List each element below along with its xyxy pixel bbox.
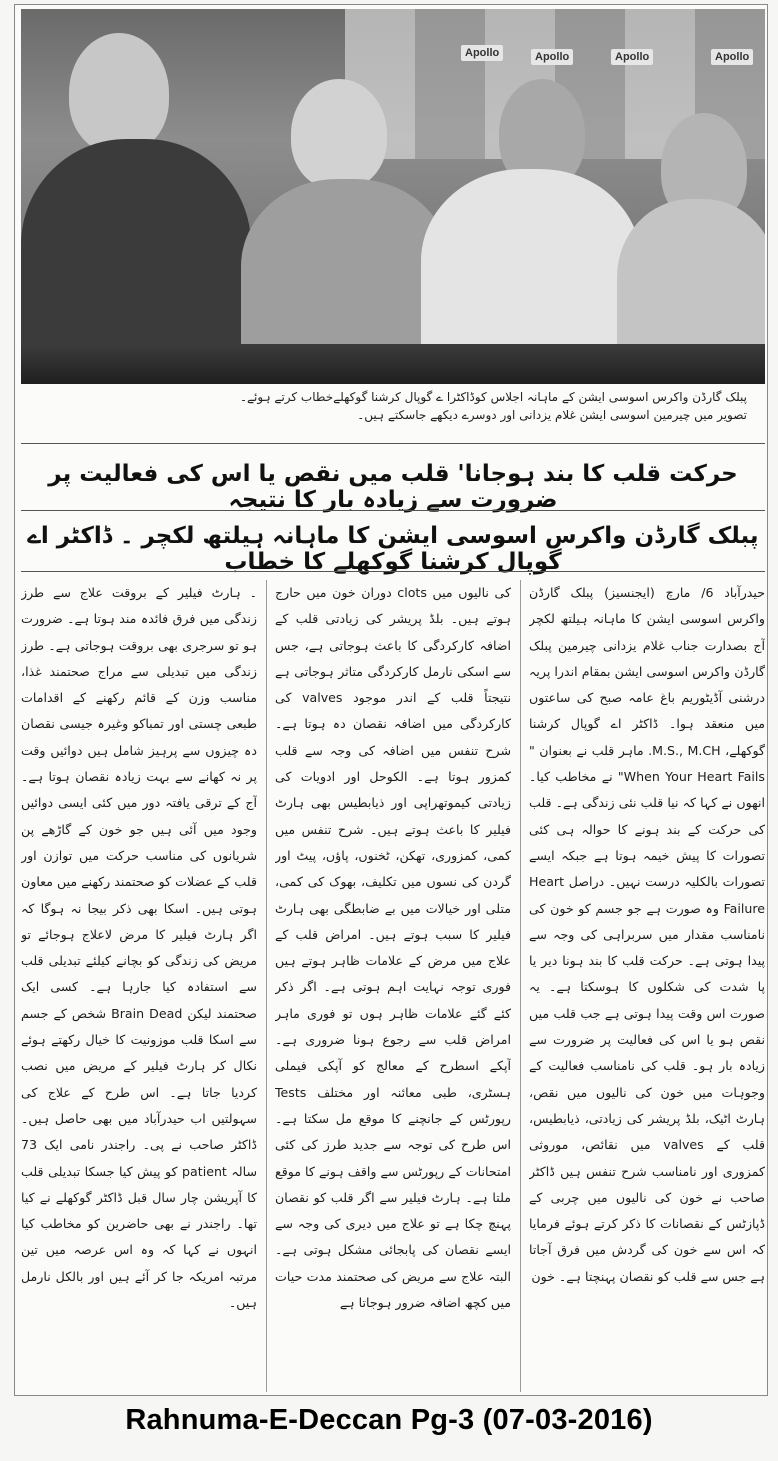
column-text: ۔ ہارٹ فیلیر کے بروقت علاج سے طرز زندگی میں فرق فائدہ مند ہوتا ہے۔ ضرورت ہو تو سرجری بھی بروقت ہوجاتی ہے۔ طرز زندگی میں تبدیلی سے مراج صحتمند غذا، مناسب وزن کے قائم رکھنے کے اقدامات طبعی چستی اور تمباکو وغیرہ جیسی نقصان دہ چیزوں سے پرہیز شامل ہیں دوائیں وقت پر نہ کھانے سے بہت زیادہ نقصان ہوتا ہے۔ آج کے ترقی یافتہ دور میں کئی ایسی دوائیں وجود میں آئی ہیں جو خون کے گاڑھے پن شریانوں کی مناسب حرکت میں توازن اور قلب کے عضلات کو صحتمند رکھنے میں معاون ہوتی ہیں۔ اسکا بھی ذکر بیجا نہ ہوگا کہ اگر ہارٹ فیلیر کا مرض لاعلاج ہوجائے تو مریض کی زندگی کو بچانے کیلئے تبدیلی قلب سے استفادہ کیا جارہا ہے۔ کسی ایک صحتمند لیکن Brain Dead شخص کے جسم سے اسکا قلب موزونیت کا خیال رکھتے ہوئے نکال کر ہارٹ فیلیر کے مریض میں نصب کردیا جاتا ہے۔ اس طرح کے علاج کی سہولتیں اب حیدرآباد میں بھی حاصل ہیں۔ ڈاکٹر صاحب نے پی۔ راجندر نامی ایک 73 سالہ patient کو پیش کیا جسکا تبدیلی قلب کا آپریشن چار سال قبل ڈاکٹر گوکھلے نے کیا تھا۔ راجندر نے بھی حاضرین کو مخاطب کیا انہوں نے کہا کہ وہ اس عرصہ میں تین مرتبہ امریکہ جا کر آئے ہیں اور بالکل نارمل ہیں۔ bbox=[21, 585, 257, 1311]
caption-line: تصویر میں چیرمین اسوسی ایشن غلام یزدانی اور دوسرے دیکھے جاسکتے ہیں۔ bbox=[357, 408, 747, 422]
article-column-right bbox=[529, 580, 765, 1392]
person-body bbox=[241, 179, 451, 369]
person-body bbox=[21, 139, 251, 369]
apollo-logo: Apollo bbox=[531, 49, 573, 65]
person-head bbox=[291, 79, 387, 189]
column-divider bbox=[266, 580, 267, 1392]
headline: حرکت قلب کا بند ہوجانا' قلب میں نقص یا اس کی فعالیت پر ضرورت سے زیادہ بار کا نتیجہ bbox=[48, 461, 738, 513]
apollo-logo: Apollo bbox=[461, 45, 503, 61]
article-column-middle bbox=[275, 580, 511, 1392]
article-column-left bbox=[21, 580, 257, 1392]
source-footer: Rahnuma-E-Deccan Pg-3 (07-03-2016) bbox=[125, 1404, 653, 1436]
table-edge bbox=[21, 344, 765, 384]
apollo-logo: Apollo bbox=[611, 49, 653, 65]
column-text: کی نالیوں میں clots دوران خون میں حارج ہوتے ہیں۔ بلڈ پریشر کی زیادتی قلب کے اضافہ کارکردگی کا باعث ہوجاتی ہے، جس سے اسکی نارمل کارکردگی متاثر ہوجاتی ہے نتیجتاً قلب کے اندر موجود valves کی کارکردگی میں اضافہ نقصان دہ ہوتا ہے۔ شرح تنفس میں اضافہ کی وجہ سے قلب کمزور ہوتا ہے۔ الکوحل اور ادویات کی زیادتی کیموتھراپی اور ذیابطیس بھی ہارٹ فیلیر کا باعث ہوتے ہیں۔ شرح تنفس میں کمی، کمزوری، تھکن، ٹخنوں، پاؤں، پیٹ اور گردن کی نسوں میں تکلیف، بھوک کی کمی، متلی اور خیالات میں بے ضابطگی بھی ہارٹ فیلیر کا سبب ہوتے ہیں۔ امراض قلب کے علاج میں مرض کے علامات ظاہر ہوتے ہیں فوری توجہ نہایت اہم ہوتی ہے۔ اگر ذکر کئے گئے علامات ظاہر ہوں تو فوری ماہر امراض قلب سے رجوع ہونا ضروری ہے۔ آپکے اسطرح کے معالج کو آپکی فیملی ہسٹری، طبی معائنہ اور مختلف Tests رپورٹس کے جانچنے کا موقع مل سکتا ہے۔ اس طرح کی توجہ سے جدید طرز کی کئی امتحانات کے رپورٹس سے واقف ہونے کا موقع ملتا ہے۔ ہارٹ فیلیر سے اگر قلب کو نقصان پہنچ چکا ہے تو علاج میں دیری کی وجہ سے ایسے نقصان کی پابجائی مشکل ہوتی ہے۔ البتہ علاج سے مریض کی صحتمند مدت حیات میں کچھ اضافہ ضرور ہوجاتا ہے bbox=[275, 585, 511, 1311]
person-head bbox=[69, 33, 169, 153]
photo-caption bbox=[21, 388, 765, 432]
person-body bbox=[421, 169, 641, 369]
column-text: حیدرآباد 6/ مارچ (ایجنسیز) پبلک گارڈن واکرس اسوسی ایشن کا ماہانہ ہیلتھ لکچر آج بصدارت جناب غلام یزدانی چیرمین پبلک گارڈن واکرس اسوسی ایشن بمقام اندرا پریہ درشنی آڈیٹوریم باغ عامہ صبح کی ساعتوں میں منعقد ہوا۔ ڈاکٹر اے گوپال کرشنا گوکھلے، M.S., M.CH. ماہر قلب نے بعنوان " When Your Heart Fails" نے مخاطب کیا۔ انھوں نے کہا کہ نیا قلب نئی زندگی ہے۔ قلب کی حرکت کے بند ہونے کا حوالہ ہی کئی تصورات کا پیش خیمہ ہوتا ہے جبکہ ایسے تصورات بالکلیہ درست نہیں۔ دراصل Heart Failure وہ صورت ہے جو جسم کو خون کی نامناسب مقدار میں سربراہی کی وجہ سے پیدا ہوتی ہے۔ حرکت قلب کا بند ہونا دیر یا پا شدت کی شکلوں کا ہوسکتا ہے۔ یہ صورت اس وقت پیدا ہوتی ہے جب قلب میں نقص ہو یا اس کی فعالیت پر ضرورت سے زیادہ بار ہو۔ قلب کی نامناسب فعالیت کے وجوہات میں خون کی نالیوں میں نقص، ہارٹ اٹیک، بلڈ پریشر کی زیادتی، ذیابطیس، قلب کے valves میں نقائص، موروثی کمزوری اور نامناسب شرح تنفس ہیں ڈاکٹر صاحب نے خون کی نالیوں میں چربی کے ڈپازٹس کے نقصانات کا ذکر کرتے ہوئے فرمایا کہ اس سے خون کی گردش میں فرق آجاتا ہے جس سے قلب کو نقصان پہنچتا ہے۔ خون bbox=[529, 585, 765, 1284]
caption-line: پبلک گارڈن واکرس اسوسی ایشن کے ماہانہ اجلاس کوڈاکٹرا ے گوپال کرشنا گوکھلےخطاب کرتے ہوئے۔ bbox=[239, 390, 747, 404]
article-body bbox=[21, 580, 765, 1392]
divider bbox=[21, 443, 765, 444]
newspaper-clipping bbox=[14, 4, 768, 1396]
apollo-logo: Apollo bbox=[711, 49, 753, 65]
column-divider bbox=[520, 580, 521, 1392]
subheadline: پبلک گارڈن واکرس اسوسی ایشن کا ماہانہ ہیلتھ لکچر ۔ ڈاکٹر اے گوپال کرشنا گوکھلے کا خطاب bbox=[27, 523, 759, 575]
news-photo bbox=[21, 9, 765, 384]
divider bbox=[21, 571, 765, 572]
divider bbox=[21, 510, 765, 511]
